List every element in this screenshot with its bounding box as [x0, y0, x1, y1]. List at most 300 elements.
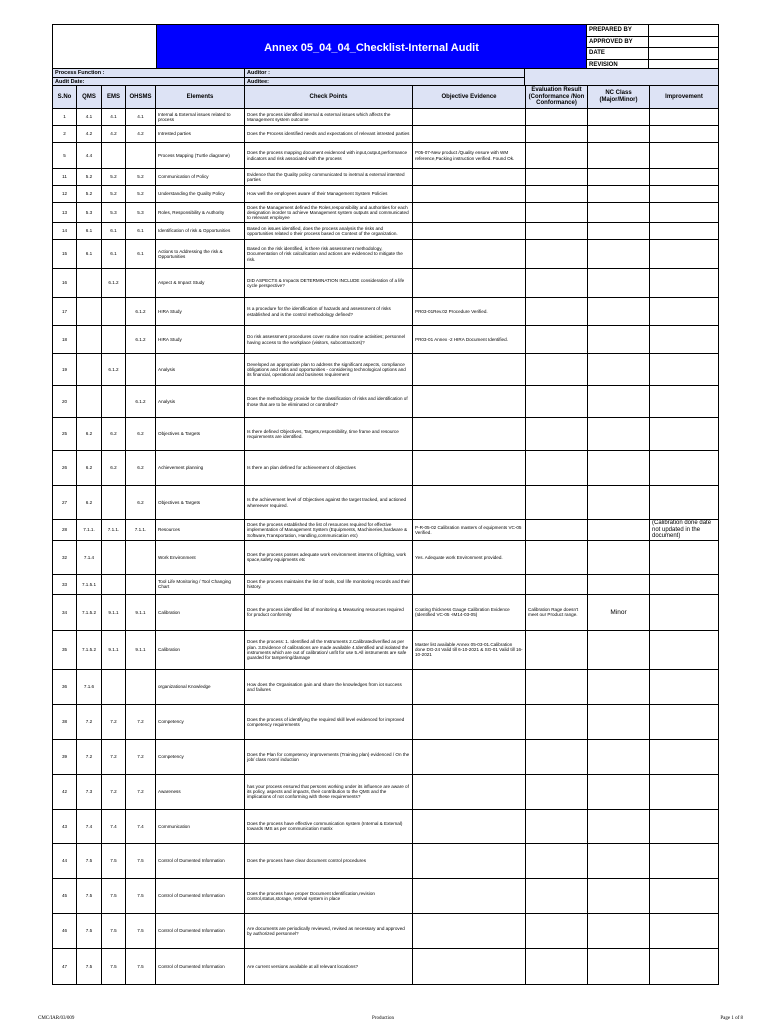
row-improvement[interactable]: [650, 630, 719, 669]
row-evaluation-result[interactable]: [526, 126, 588, 143]
row-sno[interactable]: 16: [53, 269, 77, 298]
row-check-point[interactable]: Does the process have effective communication system (Internal & External) towards IMS as per communication matrix: [245, 809, 413, 843]
row-ohsms[interactable]: 7.4: [126, 809, 156, 843]
row-evaluation-result[interactable]: [526, 240, 588, 269]
row-ohsms[interactable]: 6.2: [126, 418, 156, 451]
row-ohsms[interactable]: 7.2: [126, 739, 156, 774]
row-check-point[interactable]: DID ASPECTS & Impacts DETERMINATION INCLUDE consideration of a life cycle perspective?: [245, 269, 413, 298]
row-qms[interactable]: [77, 354, 102, 386]
row-element[interactable]: Competency: [156, 739, 245, 774]
row-sno[interactable]: 44: [53, 843, 77, 878]
row-nc-class[interactable]: [588, 913, 650, 948]
row-element[interactable]: Objectives & Targets: [156, 418, 245, 451]
row-ohsms[interactable]: 9.1.1: [126, 594, 156, 630]
row-qms[interactable]: [77, 269, 102, 298]
row-objective-evidence[interactable]: [413, 169, 526, 186]
row-element[interactable]: Analysis: [156, 386, 245, 418]
row-improvement[interactable]: [650, 774, 719, 809]
row-nc-class[interactable]: [588, 143, 650, 169]
row-check-point[interactable]: Do risk assessment procedures cover routine non routine activities; personnel having access to the workplace (visitors, subcontractors)?: [245, 326, 413, 354]
audit-date-label[interactable]: Audit Date:: [53, 78, 245, 87]
row-evaluation-result[interactable]: [526, 739, 588, 774]
row-objective-evidence[interactable]: P-R-05-02 Calibration masters of equipments VC-05 Verified.: [413, 520, 526, 541]
row-nc-class[interactable]: [588, 169, 650, 186]
row-objective-evidence[interactable]: [413, 843, 526, 878]
row-improvement[interactable]: [650, 143, 719, 169]
row-ems[interactable]: 6.1: [102, 223, 126, 240]
row-improvement[interactable]: [650, 386, 719, 418]
row-qms[interactable]: [77, 386, 102, 418]
row-element[interactable]: Control of Dumented Information: [156, 843, 245, 878]
row-check-point[interactable]: Does the process mapping document evidenced with input,output,performance indicators and risk associated with the process: [245, 143, 413, 169]
row-sno[interactable]: 27: [53, 486, 77, 520]
row-improvement[interactable]: (Calibration done date not updated in the document): [650, 520, 719, 541]
row-ohsms[interactable]: 7.2: [126, 774, 156, 809]
row-nc-class[interactable]: [588, 574, 650, 594]
row-qms[interactable]: [77, 298, 102, 326]
row-ems[interactable]: [102, 574, 126, 594]
row-qms[interactable]: 7.2: [77, 739, 102, 774]
row-ems[interactable]: [102, 540, 126, 574]
row-qms[interactable]: 7.5: [77, 843, 102, 878]
row-improvement[interactable]: [650, 913, 719, 948]
row-ems[interactable]: [102, 143, 126, 169]
row-qms[interactable]: 6.2: [77, 418, 102, 451]
row-check-point[interactable]: Does the process established the list of resources required for effective implementation of Management System (Equipments, Machineries,hardware & Software,Transportation, Handling,communication etc): [245, 520, 413, 541]
row-evaluation-result[interactable]: [526, 486, 588, 520]
row-qms[interactable]: 7.5: [77, 948, 102, 984]
row-check-point[interactable]: Based on issues identified, does the process analysis the risks and opportunities related o their process based on Context of the organization.: [245, 223, 413, 240]
row-evaluation-result[interactable]: Calibration Rage doesn't meet our Product range.: [526, 594, 588, 630]
row-ems[interactable]: 5.2: [102, 186, 126, 203]
row-ohsms[interactable]: 6.1: [126, 240, 156, 269]
row-element[interactable]: Achievement planning: [156, 451, 245, 486]
row-evaluation-result[interactable]: [526, 843, 588, 878]
row-objective-evidence[interactable]: [413, 240, 526, 269]
row-nc-class[interactable]: [588, 669, 650, 704]
row-element[interactable]: Competency: [156, 704, 245, 739]
row-ems[interactable]: 7.5: [102, 878, 126, 913]
row-improvement[interactable]: [650, 223, 719, 240]
row-sno[interactable]: 11: [53, 169, 77, 186]
row-element[interactable]: Control of Dumented Information: [156, 878, 245, 913]
row-ohsms[interactable]: 7.5: [126, 878, 156, 913]
row-evaluation-result[interactable]: [526, 913, 588, 948]
row-ohsms[interactable]: 5.2: [126, 186, 156, 203]
row-evaluation-result[interactable]: [526, 354, 588, 386]
row-objective-evidence[interactable]: PR03-01Rev.02 Procedure Verified.: [413, 298, 526, 326]
row-sno[interactable]: 46: [53, 913, 77, 948]
row-ohsms[interactable]: 6.1.2: [126, 386, 156, 418]
row-nc-class[interactable]: [588, 223, 650, 240]
row-qms[interactable]: 6.2: [77, 451, 102, 486]
row-evaluation-result[interactable]: [526, 269, 588, 298]
row-improvement[interactable]: [650, 269, 719, 298]
row-ohsms[interactable]: 6.2: [126, 486, 156, 520]
row-evaluation-result[interactable]: [526, 109, 588, 126]
row-ems[interactable]: 6.1.2: [102, 354, 126, 386]
row-ohsms[interactable]: [126, 143, 156, 169]
row-qms[interactable]: 7.1.5.2: [77, 630, 102, 669]
row-ems[interactable]: 9.1.1: [102, 630, 126, 669]
row-element[interactable]: Control of Dumented Information: [156, 948, 245, 984]
row-check-point[interactable]: Does the Plan for competency improvements (Training plan) evidenced / On the job/ class room/ induction: [245, 739, 413, 774]
row-sno[interactable]: 32: [53, 540, 77, 574]
row-sno[interactable]: 13: [53, 203, 77, 223]
row-evaluation-result[interactable]: [526, 669, 588, 704]
row-improvement[interactable]: [650, 843, 719, 878]
row-nc-class[interactable]: [588, 126, 650, 143]
row-evaluation-result[interactable]: [526, 774, 588, 809]
row-improvement[interactable]: [650, 326, 719, 354]
row-ems[interactable]: [102, 486, 126, 520]
row-sno[interactable]: 33: [53, 574, 77, 594]
row-sno[interactable]: 2: [53, 126, 77, 143]
row-ems[interactable]: [102, 298, 126, 326]
row-qms[interactable]: 7.5: [77, 913, 102, 948]
row-evaluation-result[interactable]: [526, 704, 588, 739]
row-evaluation-result[interactable]: [526, 298, 588, 326]
row-qms[interactable]: 7.1.5.1: [77, 574, 102, 594]
row-improvement[interactable]: [650, 298, 719, 326]
row-ohsms[interactable]: 7.2: [126, 704, 156, 739]
approved-by-value[interactable]: [649, 36, 719, 48]
date-value[interactable]: [649, 48, 719, 60]
row-evaluation-result[interactable]: [526, 223, 588, 240]
row-check-point[interactable]: Does the process identified list of monitoring & Measuring resources required for product conformity: [245, 594, 413, 630]
row-evaluation-result[interactable]: [526, 630, 588, 669]
row-objective-evidence[interactable]: [413, 354, 526, 386]
row-sno[interactable]: 19: [53, 354, 77, 386]
auditee-label[interactable]: Auditee:: [245, 78, 525, 87]
row-ohsms[interactable]: [126, 669, 156, 704]
row-ems[interactable]: 6.1.2: [102, 269, 126, 298]
row-qms[interactable]: 7.1.1.: [77, 520, 102, 541]
prepared-by-value[interactable]: [649, 25, 719, 37]
row-ohsms[interactable]: 4.1: [126, 109, 156, 126]
row-nc-class[interactable]: [588, 540, 650, 574]
row-element[interactable]: Roles, Responsibility & Authority: [156, 203, 245, 223]
row-element[interactable]: Objectives & Targets: [156, 486, 245, 520]
row-ohsms[interactable]: 7.5: [126, 843, 156, 878]
row-ems[interactable]: 6.2: [102, 451, 126, 486]
row-element[interactable]: Identification of risk & Opportunities: [156, 223, 245, 240]
row-qms[interactable]: 7.1.4: [77, 540, 102, 574]
row-qms[interactable]: 5.3: [77, 203, 102, 223]
row-qms[interactable]: 6.2: [77, 486, 102, 520]
row-ohsms[interactable]: 4.2: [126, 126, 156, 143]
row-nc-class[interactable]: [588, 774, 650, 809]
row-sno[interactable]: 28: [53, 520, 77, 541]
row-improvement[interactable]: [650, 240, 719, 269]
row-objective-evidence[interactable]: [413, 739, 526, 774]
row-sno[interactable]: 43: [53, 809, 77, 843]
row-nc-class[interactable]: [588, 878, 650, 913]
row-ems[interactable]: 7.4: [102, 809, 126, 843]
row-sno[interactable]: 14: [53, 223, 77, 240]
row-improvement[interactable]: [650, 809, 719, 843]
row-objective-evidence[interactable]: [413, 126, 526, 143]
row-qms[interactable]: 7.1.5.2: [77, 594, 102, 630]
row-objective-evidence[interactable]: [413, 486, 526, 520]
row-objective-evidence[interactable]: Coating thickness Gauge Calibration Evidence (Identified VC-05 -IM14-03-05): [413, 594, 526, 630]
row-evaluation-result[interactable]: [526, 809, 588, 843]
row-sno[interactable]: 15: [53, 240, 77, 269]
row-nc-class[interactable]: [588, 109, 650, 126]
row-ohsms[interactable]: [126, 269, 156, 298]
row-element[interactable]: Tool Life Monitoring / Tool Changing Chart: [156, 574, 245, 594]
row-evaluation-result[interactable]: [526, 169, 588, 186]
row-qms[interactable]: 7.2: [77, 704, 102, 739]
row-improvement[interactable]: [650, 739, 719, 774]
row-element[interactable]: Work Environment: [156, 540, 245, 574]
row-improvement[interactable]: [650, 594, 719, 630]
row-qms[interactable]: 6.1: [77, 223, 102, 240]
process-function-label[interactable]: Process Function :: [53, 69, 245, 78]
row-element[interactable]: Understanding the Quality Policy: [156, 186, 245, 203]
row-improvement[interactable]: [650, 486, 719, 520]
row-objective-evidence[interactable]: [413, 451, 526, 486]
row-objective-evidence[interactable]: P05-07-New product /Quality ensure with WM reference,Packing instruction verified. Found Ok.: [413, 143, 526, 169]
row-ems[interactable]: 7.5: [102, 843, 126, 878]
row-ohsms[interactable]: 6.2: [126, 451, 156, 486]
row-check-point[interactable]: Evidence that the Quality policy communicated to inetrnal & external intersted parties: [245, 169, 413, 186]
row-objective-evidence[interactable]: [413, 386, 526, 418]
row-qms[interactable]: 4.1: [77, 109, 102, 126]
row-ems[interactable]: 5.2: [102, 169, 126, 186]
row-element[interactable]: Process Mapping (Turtle diagrame): [156, 143, 245, 169]
row-check-point[interactable]: Is there an plan defined for achievement of objectives: [245, 451, 413, 486]
row-evaluation-result[interactable]: [526, 520, 588, 541]
row-evaluation-result[interactable]: [526, 948, 588, 984]
row-nc-class[interactable]: [588, 843, 650, 878]
row-ems[interactable]: 7.2: [102, 704, 126, 739]
row-improvement[interactable]: [650, 354, 719, 386]
row-qms[interactable]: 5.2: [77, 169, 102, 186]
row-objective-evidence[interactable]: [413, 809, 526, 843]
row-objective-evidence[interactable]: PR03-01 Annex -2 HIRA Document Identified.: [413, 326, 526, 354]
row-ohsms[interactable]: 7.5: [126, 948, 156, 984]
row-check-point[interactable]: How does the Organisation gain and share the knowledges from iot success and failures: [245, 669, 413, 704]
row-check-point[interactable]: Based on the risk identified, is there risk assessment methodology, Documentation of risk calcullcation and actions are evidenced to mitigate the risk.: [245, 240, 413, 269]
row-improvement[interactable]: [650, 451, 719, 486]
row-qms[interactable]: 7.5: [77, 878, 102, 913]
row-improvement[interactable]: [650, 669, 719, 704]
row-sno[interactable]: 47: [53, 948, 77, 984]
row-sno[interactable]: 38: [53, 704, 77, 739]
row-element[interactable]: Internal & External issues related to process: [156, 109, 245, 126]
row-check-point[interactable]: Does the process identified internal & external issues which affects the Management system outcome: [245, 109, 413, 126]
row-objective-evidence[interactable]: [413, 704, 526, 739]
row-sno[interactable]: 35: [53, 630, 77, 669]
row-improvement[interactable]: [650, 169, 719, 186]
row-ems[interactable]: [102, 326, 126, 354]
row-improvement[interactable]: [650, 186, 719, 203]
row-nc-class[interactable]: [588, 520, 650, 541]
row-ems[interactable]: 7.1.1.: [102, 520, 126, 541]
row-check-point[interactable]: Does the methodology provide for the classification of risks and identification of those that are to be eliminated or controlled?: [245, 386, 413, 418]
row-element[interactable]: Control of Dumented Information: [156, 913, 245, 948]
row-ems[interactable]: 7.5: [102, 948, 126, 984]
row-nc-class[interactable]: [588, 418, 650, 451]
row-objective-evidence[interactable]: [413, 669, 526, 704]
row-improvement[interactable]: [650, 540, 719, 574]
row-ohsms[interactable]: 7.1.1.: [126, 520, 156, 541]
row-nc-class[interactable]: [588, 386, 650, 418]
row-sno[interactable]: 45: [53, 878, 77, 913]
row-objective-evidence[interactable]: [413, 418, 526, 451]
row-sno[interactable]: 5: [53, 143, 77, 169]
row-check-point[interactable]: Is a procedure for the identification of hazards and assessment of risks established and is the control methodology defined?: [245, 298, 413, 326]
row-nc-class[interactable]: [588, 809, 650, 843]
row-objective-evidence[interactable]: [413, 574, 526, 594]
row-ems[interactable]: 9.1.1: [102, 594, 126, 630]
row-sno[interactable]: 42: [53, 774, 77, 809]
row-ohsms[interactable]: 6.1.2: [126, 298, 156, 326]
row-check-point[interactable]: Does the Process identified needs and expectations of relevant intrested parties: [245, 126, 413, 143]
row-objective-evidence[interactable]: [413, 109, 526, 126]
row-ohsms[interactable]: 7.5: [126, 913, 156, 948]
row-sno[interactable]: 25: [53, 418, 77, 451]
row-ohsms[interactable]: 5.2: [126, 169, 156, 186]
row-check-point[interactable]: Does the process posses adequate work environment interms of lighting, work space,safety equipments etc: [245, 540, 413, 574]
row-evaluation-result[interactable]: [526, 386, 588, 418]
row-ems[interactable]: 6.2: [102, 418, 126, 451]
row-improvement[interactable]: [650, 126, 719, 143]
row-check-point[interactable]: Developed an appropriate plan to address the significant aspects, compliance obligations and risks and opportunities - considering technological options and its financial, operational and business requirement: [245, 354, 413, 386]
row-qms[interactable]: 7.4: [77, 809, 102, 843]
row-evaluation-result[interactable]: [526, 326, 588, 354]
row-check-point[interactable]: Does the process maintains the list of tools, tool life monitoring records and their history.: [245, 574, 413, 594]
row-ems[interactable]: 4.2: [102, 126, 126, 143]
row-sno[interactable]: 39: [53, 739, 77, 774]
row-nc-class[interactable]: [588, 704, 650, 739]
row-evaluation-result[interactable]: [526, 186, 588, 203]
row-nc-class[interactable]: [588, 354, 650, 386]
row-element[interactable]: Calibration: [156, 594, 245, 630]
row-element[interactable]: Analysis: [156, 354, 245, 386]
row-sno[interactable]: 1: [53, 109, 77, 126]
row-improvement[interactable]: [650, 203, 719, 223]
row-nc-class[interactable]: [588, 739, 650, 774]
row-check-point[interactable]: Does the process have proper Document Identification,revision control,status,storage, retrival system in place: [245, 878, 413, 913]
row-objective-evidence[interactable]: [413, 223, 526, 240]
row-nc-class[interactable]: [588, 203, 650, 223]
row-sno[interactable]: 12: [53, 186, 77, 203]
row-check-point[interactable]: Is the achievement level of Objectives against the target tracked, and actioned whereever required.: [245, 486, 413, 520]
row-qms[interactable]: 4.2: [77, 126, 102, 143]
row-check-point[interactable]: Does the Management defined the Roles,responsibility and authorities for each designation inorder to achieve Management system outputs and communicated to relevant employee: [245, 203, 413, 223]
row-ohsms[interactable]: [126, 354, 156, 386]
row-ohsms[interactable]: 6.1.2: [126, 326, 156, 354]
row-element[interactable]: Actions to Addressing the risk & Opportunities: [156, 240, 245, 269]
row-nc-class[interactable]: [588, 948, 650, 984]
row-ohsms[interactable]: 5.3: [126, 203, 156, 223]
row-check-point[interactable]: Does the process: 1. Identified all the Instruments 2.Calibrated/verified as per plan. 3.Evidence of calibrations are made available 4.Identified and isolated the instruments which are out of calibration/ unfit for use 5.All instruments are safe guarded for tampering/damage: [245, 630, 413, 669]
row-evaluation-result[interactable]: [526, 574, 588, 594]
row-nc-class[interactable]: [588, 269, 650, 298]
row-element[interactable]: Intrested parties: [156, 126, 245, 143]
row-element[interactable]: Communication of Policy: [156, 169, 245, 186]
row-element[interactable]: Awareness: [156, 774, 245, 809]
row-ems[interactable]: 7.5: [102, 913, 126, 948]
row-improvement[interactable]: [650, 418, 719, 451]
row-element[interactable]: Calibration: [156, 630, 245, 669]
row-check-point[interactable]: has your process ensured that persons working under its influence are aware of its policy, aspects and impacts, their contribution to the QMS and the implications of not conforming with these requirements?: [245, 774, 413, 809]
row-improvement[interactable]: [650, 704, 719, 739]
row-evaluation-result[interactable]: [526, 540, 588, 574]
row-check-point[interactable]: Is there defined Objectives, Targets,responsibility, time frame and resource requirements are identified.: [245, 418, 413, 451]
row-evaluation-result[interactable]: [526, 143, 588, 169]
row-nc-class[interactable]: [588, 451, 650, 486]
row-objective-evidence[interactable]: [413, 203, 526, 223]
row-ems[interactable]: 6.1: [102, 240, 126, 269]
row-ohsms[interactable]: 9.1.1: [126, 630, 156, 669]
row-evaluation-result[interactable]: [526, 203, 588, 223]
row-nc-class[interactable]: [588, 486, 650, 520]
row-check-point[interactable]: How well the employees aware of their Management System Policies: [245, 186, 413, 203]
row-element[interactable]: Aspect & Impact Study: [156, 269, 245, 298]
row-qms[interactable]: 7.1.6: [77, 669, 102, 704]
row-objective-evidence[interactable]: [413, 186, 526, 203]
row-objective-evidence[interactable]: [413, 774, 526, 809]
row-ems[interactable]: [102, 669, 126, 704]
row-qms[interactable]: 6.1: [77, 240, 102, 269]
row-ohsms[interactable]: [126, 540, 156, 574]
row-sno[interactable]: 36: [53, 669, 77, 704]
row-ems[interactable]: 7.2: [102, 739, 126, 774]
auditor-label[interactable]: Auditor :: [245, 69, 525, 78]
row-nc-class[interactable]: [588, 186, 650, 203]
row-check-point[interactable]: Are documents are periodically reviewed, revised as necessary and approved by authorized personnel?: [245, 913, 413, 948]
row-objective-evidence[interactable]: [413, 948, 526, 984]
row-element[interactable]: HIRA Study: [156, 298, 245, 326]
row-improvement[interactable]: [650, 574, 719, 594]
row-ems[interactable]: [102, 386, 126, 418]
row-improvement[interactable]: [650, 109, 719, 126]
row-element[interactable]: HIRA Study: [156, 326, 245, 354]
row-evaluation-result[interactable]: [526, 878, 588, 913]
row-nc-class[interactable]: [588, 630, 650, 669]
row-sno[interactable]: 17: [53, 298, 77, 326]
row-sno[interactable]: 18: [53, 326, 77, 354]
row-nc-class[interactable]: [588, 240, 650, 269]
row-check-point[interactable]: Are current versions available at all relevant locations?: [245, 948, 413, 984]
row-ems[interactable]: 5.3: [102, 203, 126, 223]
row-element[interactable]: Resources: [156, 520, 245, 541]
row-ems[interactable]: 7.2: [102, 774, 126, 809]
row-nc-class[interactable]: Minor: [588, 594, 650, 630]
row-evaluation-result[interactable]: [526, 451, 588, 486]
row-ems[interactable]: 4.1: [102, 109, 126, 126]
row-qms[interactable]: 4.4: [77, 143, 102, 169]
row-qms[interactable]: 5.2: [77, 186, 102, 203]
row-check-point[interactable]: Does the process of identifying the required skill level evidenced for improved competency requirements: [245, 704, 413, 739]
row-nc-class[interactable]: [588, 298, 650, 326]
row-check-point[interactable]: Does the process have clear document control procedures: [245, 843, 413, 878]
row-objective-evidence[interactable]: [413, 269, 526, 298]
row-ohsms[interactable]: 6.1: [126, 223, 156, 240]
row-element[interactable]: organizational Knowledge: [156, 669, 245, 704]
row-improvement[interactable]: [650, 878, 719, 913]
row-evaluation-result[interactable]: [526, 418, 588, 451]
row-ohsms[interactable]: [126, 574, 156, 594]
row-objective-evidence[interactable]: [413, 913, 526, 948]
row-improvement[interactable]: [650, 948, 719, 984]
row-sno[interactable]: 34: [53, 594, 77, 630]
row-objective-evidence[interactable]: [413, 878, 526, 913]
row-nc-class[interactable]: [588, 326, 650, 354]
